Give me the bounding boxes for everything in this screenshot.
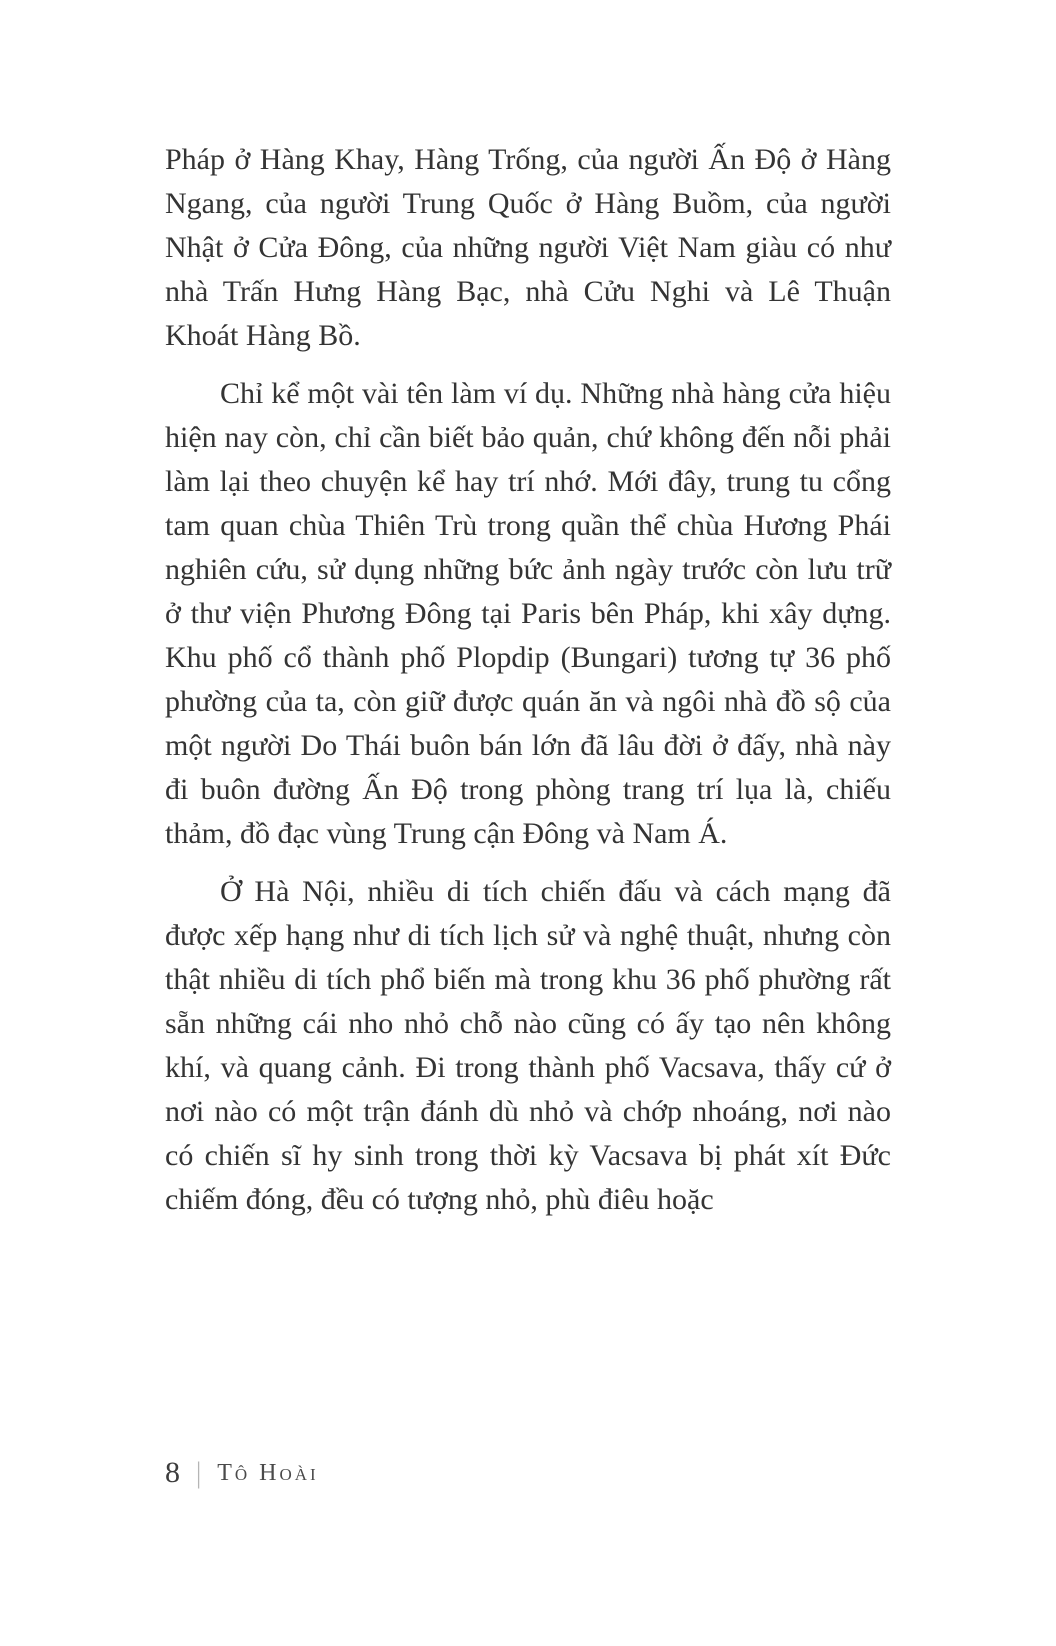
footer-separator: | [196, 1455, 202, 1490]
paragraph: Pháp ở Hàng Khay, Hàng Trống, của người Ấn Độ ở Hàng Ngang, của người Trung Quốc ở Hàng Buồm, của người Nhật ở Cửa Đông, của những người Việt Nam giàu có như nhà Trấn Hưng Hàng Bạc, nhà Cửu Nghi và Lê Thuận Khoát Hàng Bồ. [165, 143, 891, 352]
paragraph: Chỉ kể một vài tên làm ví dụ. Những nhà hàng cửa hiệu hiện nay còn, chỉ cần biết bảo quản, chứ không đến nỗi phải làm lại theo chuyện kể hay trí nhớ. Mới đây, trung tu cổng tam quan chùa Thiên Trù trong quần thể chùa Hương Phái nghiên cứu, sử dụng những bức ảnh ngày trước còn lưu trữ ở thư viện Phương Đông tại Paris bên Pháp, khi xây dựng. Khu phố cổ thành phố Plopdip (Bungari) tương tự 36 phố phường của ta, còn giữ được quán ăn và ngôi nhà đồ sộ của một người Do Thái buôn bán lớn đã lâu đời ở đấy, nhà này đi buôn đường Ấn Độ trong phòng trang trí lụa là, chiếu thảm, đồ đạc vùng Trung cận Đông và Nam Á. [165, 377, 891, 850]
page-number: 8 [165, 1456, 180, 1489]
page-content [165, 138, 891, 1236]
author-name: Tô Hoài [217, 1459, 319, 1486]
paragraph: Ở Hà Nội, nhiều di tích chiến đấu và cách mạng đã được xếp hạng như di tích lịch sử và nghệ thuật, nhưng còn thật nhiều di tích phổ biến mà trong khu 36 phố phường rất sẵn những cái nho nhỏ chỗ nào cũng có ấy tạo nên không khí, và quang cảnh. Đi trong thành phố Vacsava, thấy cứ ở nơi nào có một trận đánh dù nhỏ và chớp nhoáng, nơi nào có chiến sĩ hy sinh trong thời kỳ Vacsava bị phát xít Đức chiếm đóng, đều có tượng nhỏ, phù điêu hoặc [165, 875, 891, 1216]
page-footer [165, 1456, 319, 1490]
